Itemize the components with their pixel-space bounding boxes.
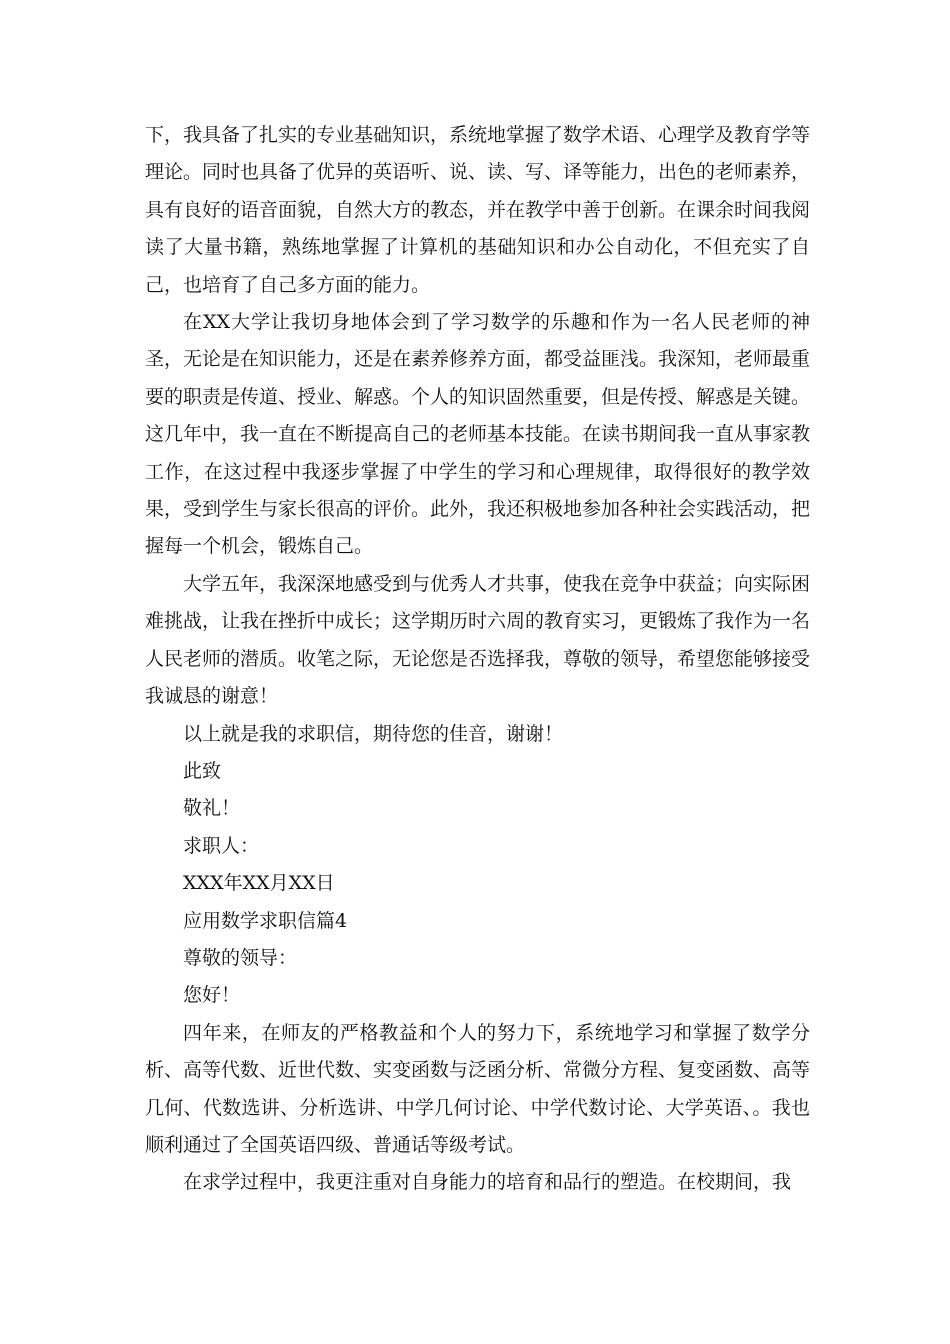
paragraph-study-process: 在求学过程中，我更注重对自身能力的培育和品行的塑造。在校期间，我 xyxy=(183,1171,792,1194)
salutation-cizhi: 此致 xyxy=(183,759,222,782)
salutation-jingli: 敬礼！ xyxy=(183,797,241,820)
paragraph-university-experience: 在XX大学让我切身地体会到了学习数学的乐趣和作为一名人民老师的神圣，无论是在知识能力，还是在素养修养方面，都受益匪浅。我深知，老师最重要的职责是传道、授业、解惑。个人的知识固然重要，但是传授、解惑是关键。这几年中，我一直在不断提高自己的老师基本技能。在读书期间我一直从事家教工作，在这过程中我逐步掌握了中学生的学习和心理规律，取得很好的教学效果，受到学生与家长很高的评价。此外，我还积极地参加各种社会实践活动，把握每一个机会，锻炼自己。 xyxy=(145,311,811,558)
document-body xyxy=(145,117,810,1202)
paragraph-closing-thanks: 大学五年，我深深地感受到与优秀人才共事，使我在竞争中获益；向实际困难挑战，让我在挫折中成长；这学期历时六周的教育实习，更锻炼了我作为一名人民老师的潜质。收笔之际，无论您是否选择我，尊敬的领导，希望您能够接受我诚恳的谢意！ xyxy=(145,572,811,708)
greeting-hello: 您好！ xyxy=(183,984,241,1007)
paragraph-skills: 下，我具备了扎实的专业基础知识，系统地掌握了数学术语、心理学及教育学等理论。同时也具备了优异的英语听、说、读、写、译等能力，出色的老师素养，具有良好的语音面貌，自然大方的教态，并在教学中善于创新。在课余时间我阅读了大量书籍，熟练地掌握了计算机的基础知识和办公自动化，不但充实了自己，也培育了自己多方面的能力。 xyxy=(145,124,811,296)
greeting-leader: 尊敬的领导： xyxy=(183,946,298,969)
closing-line: 以上就是我的求职信，期待您的佳音，谢谢！ xyxy=(183,722,564,745)
applicant-label: 求职人： xyxy=(183,834,260,857)
date-line: XXX年XX月XX日 xyxy=(183,872,335,895)
section-title: 应用数学求职信篇4 xyxy=(183,909,348,932)
paragraph-four-years: 四年来，在师友的严格教益和个人的努力下，系统地学习和掌握了数学分析、高等代数、近世代数、实变函数与泛函分析、常微分方程、复变函数、高等几何、代数选讲、分析选讲、中学几何讨论、中学代数讨论、大学英语、。我也顺利通过了全国英语四级、普通话等级考试。 xyxy=(145,1021,811,1156)
